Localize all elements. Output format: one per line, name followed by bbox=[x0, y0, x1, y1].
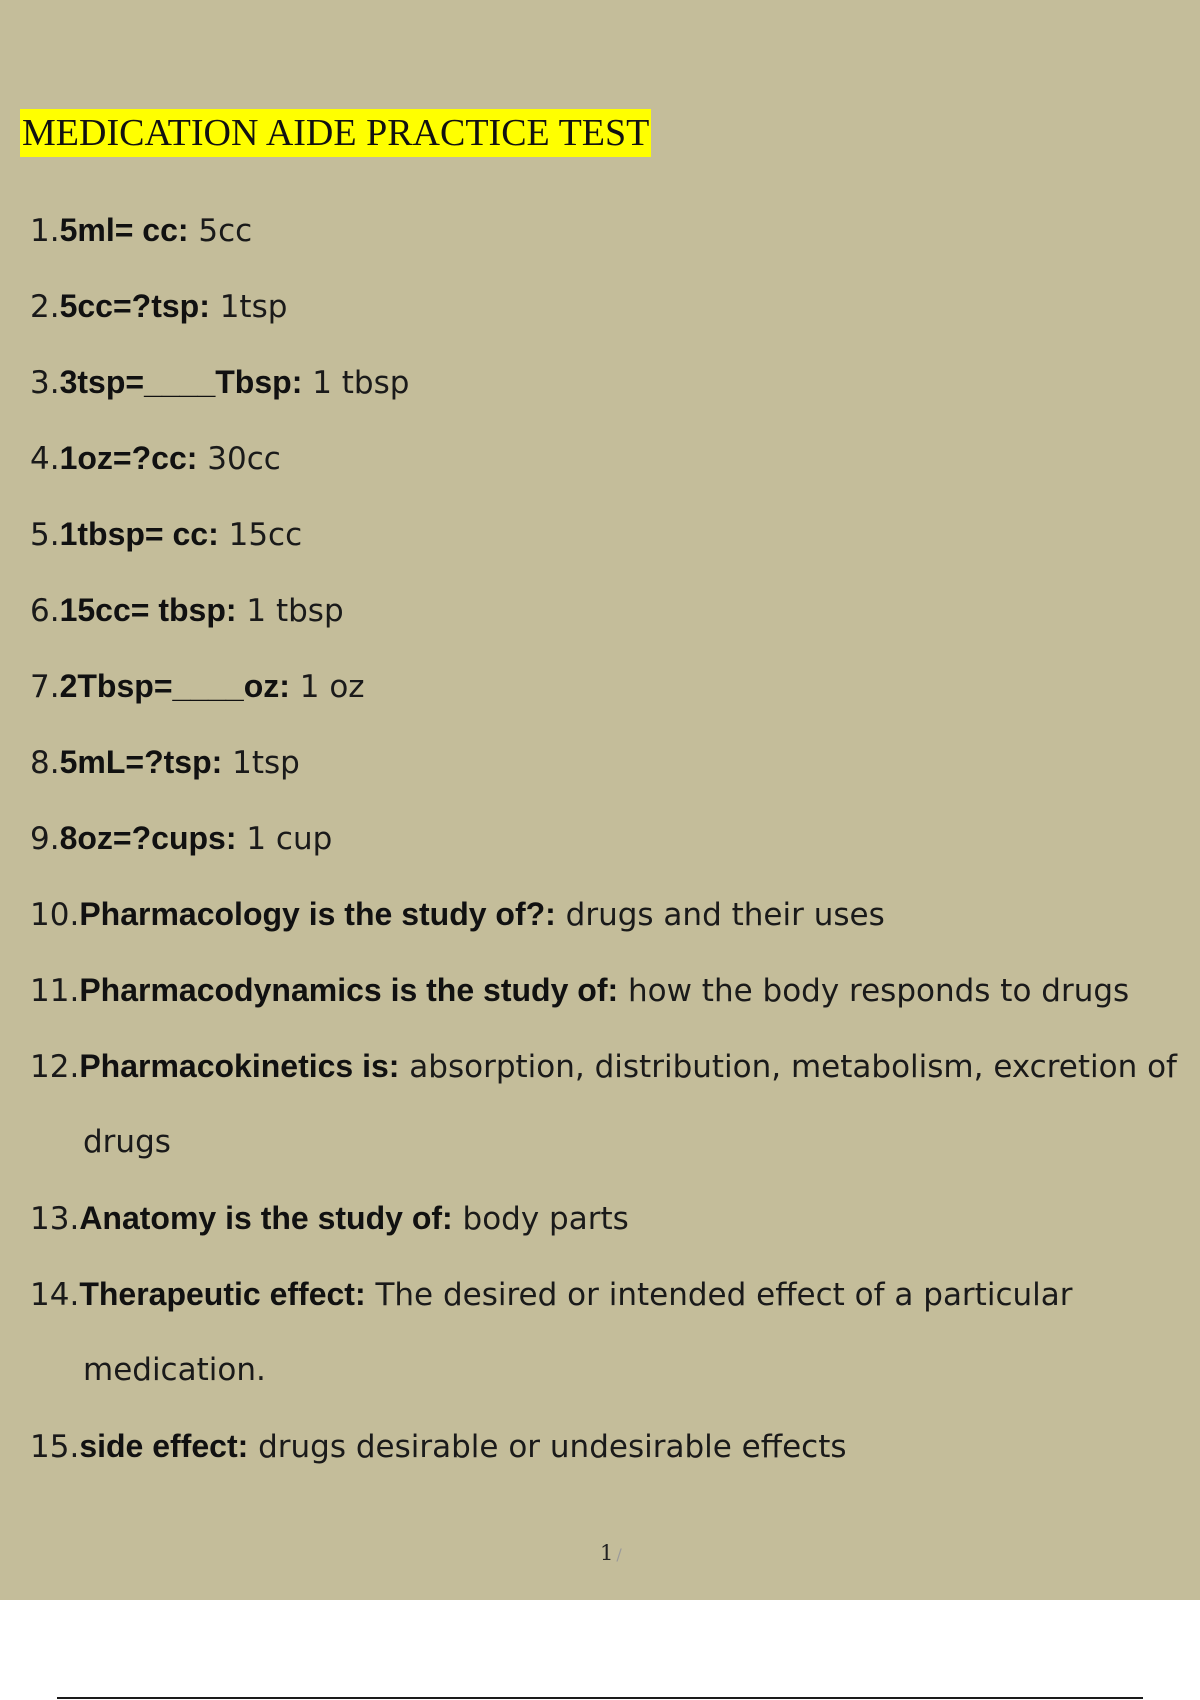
question-number: 9. bbox=[30, 821, 60, 857]
question-number: 6. bbox=[30, 593, 60, 629]
question-text: 8oz=?cups: bbox=[59, 820, 237, 856]
question-item bbox=[30, 1421, 1200, 1497]
question-item bbox=[30, 281, 1200, 357]
question-text: side effect: bbox=[79, 1428, 249, 1464]
question-number: 5. bbox=[30, 517, 60, 553]
answer-text: 1 cup bbox=[236, 821, 333, 857]
question-text: 3tsp=____Tbsp: bbox=[59, 364, 303, 400]
question-item bbox=[30, 1269, 1200, 1421]
question-item bbox=[30, 737, 1200, 813]
answer-text: body parts bbox=[452, 1201, 629, 1237]
answer-text: 1 oz bbox=[289, 669, 365, 705]
page-number-value: 1 bbox=[600, 1541, 614, 1565]
answer-text: 1tsp bbox=[209, 289, 288, 325]
footer-divider bbox=[57, 1697, 1143, 1699]
question-item bbox=[30, 585, 1200, 661]
page-number-separator: / bbox=[616, 1545, 622, 1564]
question-item bbox=[30, 889, 1200, 965]
question-text: 1oz=?cc: bbox=[59, 440, 198, 476]
question-item bbox=[30, 1193, 1200, 1269]
question-number: 8. bbox=[30, 745, 60, 781]
answer-continuation: drugs bbox=[83, 1124, 171, 1160]
question-number: 12. bbox=[30, 1049, 80, 1085]
answer-text: drugs and their uses bbox=[555, 897, 885, 933]
answer-text: how the body responds to drugs bbox=[618, 973, 1130, 1009]
question-number: 1. bbox=[30, 213, 60, 249]
answer-text: absorption, distribution, metabolism, excretion of bbox=[399, 1049, 1177, 1085]
answer-text: drugs desirable or undesirable effects bbox=[248, 1429, 847, 1465]
question-number: 10. bbox=[30, 897, 80, 933]
question-text: 5cc=?tsp: bbox=[59, 288, 210, 324]
question-text: Anatomy is the study of: bbox=[79, 1200, 453, 1236]
question-text: Pharmacology is the study of?: bbox=[79, 896, 556, 932]
answer-text: 1 tbsp bbox=[236, 593, 344, 629]
question-text: Pharmacodynamics is the study of: bbox=[79, 972, 619, 1008]
answer-continuation: medication. bbox=[83, 1352, 266, 1388]
question-text: 15cc= tbsp: bbox=[59, 592, 237, 628]
question-text: Therapeutic effect: bbox=[79, 1276, 366, 1312]
question-text: 2Tbsp=____oz: bbox=[59, 668, 290, 704]
question-number: 7. bbox=[30, 669, 60, 705]
question-number: 11. bbox=[30, 973, 80, 1009]
question-number: 3. bbox=[30, 365, 60, 401]
question-item bbox=[30, 433, 1200, 509]
question-item bbox=[30, 1041, 1200, 1193]
question-item bbox=[30, 357, 1200, 433]
question-item bbox=[30, 205, 1200, 281]
question-item bbox=[30, 965, 1200, 1041]
question-item bbox=[30, 661, 1200, 737]
question-number: 2. bbox=[30, 289, 60, 325]
answer-text: 1tsp bbox=[222, 745, 300, 781]
question-item bbox=[30, 813, 1200, 889]
answer-text: The desired or intended effect of a particular bbox=[365, 1277, 1073, 1313]
question-list bbox=[30, 205, 1200, 1497]
answer-text: 15cc bbox=[218, 517, 303, 553]
page-number bbox=[600, 1541, 622, 1565]
question-text: Pharmacokinetics is: bbox=[79, 1048, 400, 1084]
answer-text: 1 tbsp bbox=[302, 365, 410, 401]
question-item bbox=[30, 509, 1200, 585]
question-number: 4. bbox=[30, 441, 60, 477]
question-text: 5ml= cc: bbox=[59, 212, 189, 248]
question-text: 5mL=?tsp: bbox=[59, 744, 223, 780]
question-number: 14. bbox=[30, 1277, 80, 1313]
answer-text: 5cc bbox=[188, 213, 253, 249]
question-number: 15. bbox=[30, 1429, 80, 1465]
question-number: 13. bbox=[30, 1201, 80, 1237]
answer-text: 30cc bbox=[197, 441, 281, 477]
page-title: MEDICATION AIDE PRACTICE TEST bbox=[20, 109, 651, 157]
question-text: 1tbsp= cc: bbox=[59, 516, 219, 552]
